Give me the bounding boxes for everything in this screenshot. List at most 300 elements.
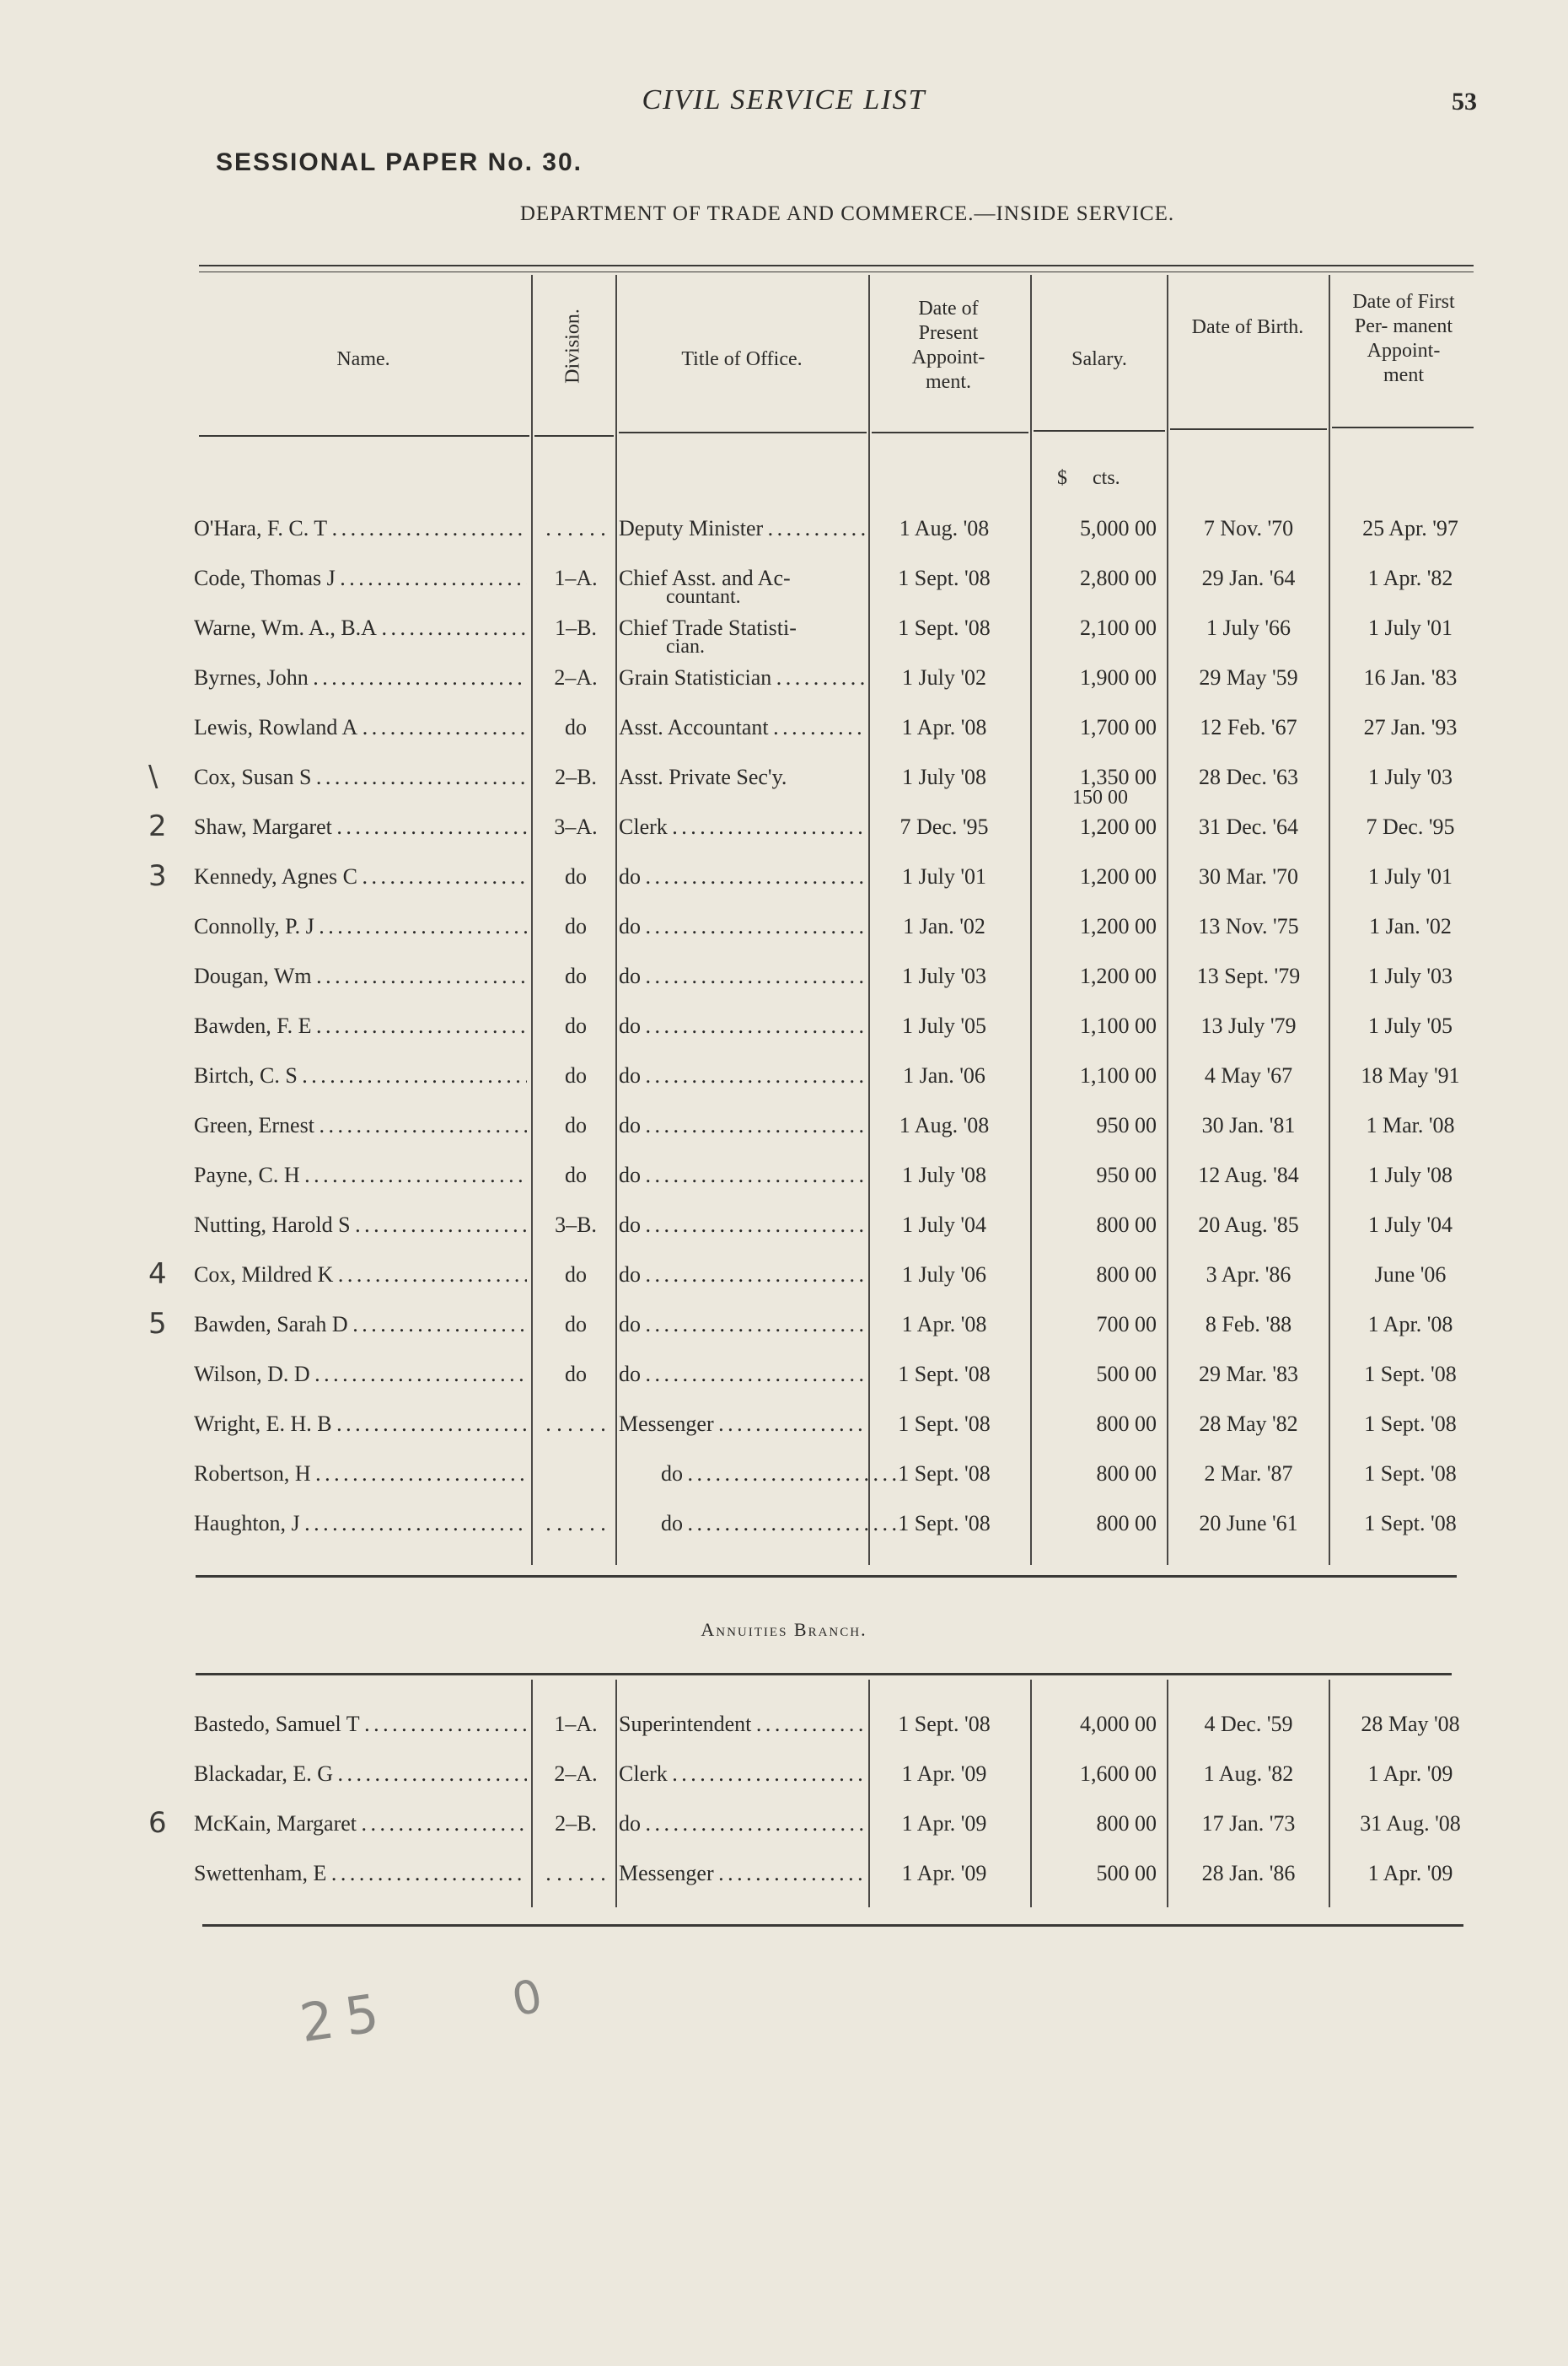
title-of-office-text: Superintendent [619,1712,752,1736]
title-of-office [619,1461,907,1487]
salary: 800 00 [1096,1511,1157,1535]
date-of-birth: 28 May '82 [1199,1412,1298,1436]
division: 1–A. [554,1712,598,1736]
division: do [565,1113,587,1137]
employee-name [194,1461,527,1487]
leader-dots [641,1063,865,1088]
header-bottom-rule [199,435,529,437]
date-of-birth: 12 Feb. '67 [1200,715,1297,739]
header-salary: Salary. [1071,348,1127,370]
header-date-of-birth: Date of Birth. [1191,316,1304,338]
title-of-office [619,1811,865,1836]
table-row [0,1761,1568,1795]
table-row [0,1063,1568,1097]
title-of-office-text: do [619,1262,641,1287]
employee-name-text: Haughton, J [194,1511,300,1535]
margin-mark: 6 [148,1806,167,1840]
title-of-office [619,765,865,790]
table-row [0,760,1568,809]
title-of-office [619,914,865,939]
leader-dots [668,1761,865,1786]
employee-name-text: McKain, Margaret [194,1811,357,1836]
date-first-permanent-appointment: June '06 [1374,1262,1447,1287]
date-of-birth: 30 Mar. '70 [1198,864,1299,889]
employee-name [194,1262,527,1288]
title-of-office [619,1861,865,1886]
margin-mark: \ [148,760,158,793]
date-present-appointment: 1 July '01 [901,864,987,889]
leader-dots [641,1362,865,1386]
leader-dots [332,1412,527,1436]
date-present-appointment: 1 July '02 [901,665,987,690]
leader-dots [357,864,527,889]
employee-name [194,914,527,939]
table-row [0,1213,1568,1246]
table-row [0,566,1568,608]
employee-name-text: Green, Ernest [194,1113,314,1137]
employee-name-text: Robertson, H [194,1461,311,1486]
employee-name [194,765,527,790]
date-present-appointment: 1 July '04 [901,1213,987,1237]
date-present-appointment: 1 Apr. '08 [901,1312,987,1336]
salary: 1,200 00 [1080,815,1157,839]
date-present-appointment: 1 Sept. '08 [898,1362,991,1386]
division: do [565,864,587,889]
header-bottom-rule [534,435,614,437]
title-of-office [619,1213,865,1238]
page-number: 53 [1452,88,1477,116]
division: 2–B. [555,1811,597,1836]
salary: 1,200 00 [1080,914,1157,938]
leader-dots [641,864,865,889]
header-bottom-rule [872,432,1028,433]
salary: 1,600 00 [1080,1761,1157,1786]
date-first-permanent-appointment: 1 July '03 [1367,964,1453,988]
leader-dots [357,1811,527,1836]
title-of-office [619,1063,865,1089]
table-row [0,809,1568,848]
leader-dots [641,1262,865,1287]
date-of-birth: 2 Mar. '87 [1204,1461,1293,1486]
employee-name-text: Bawden, F. E [194,1014,312,1038]
title-of-office-text: do [619,1113,641,1137]
date-first-permanent-appointment: 16 Jan. '83 [1363,665,1458,690]
division: do [565,1163,587,1187]
division: do [565,1362,587,1386]
title-of-office [619,1712,865,1737]
employee-name [194,616,527,641]
division: . . . . . . [545,516,606,540]
date-first-permanent-appointment: 1 July '04 [1367,1213,1453,1237]
title-of-office [619,1362,865,1387]
employee-name-text: O'Hara, F. C. T [194,516,328,540]
title-of-office-text: do [619,964,641,988]
table-row [0,665,1568,699]
title-of-office-text: Chief Trade Statisti- [619,616,797,640]
division: do [565,1262,587,1287]
salary: 2,100 00 [1080,616,1157,640]
division: do [565,1063,587,1088]
leader-dots [763,516,865,540]
date-of-birth: 29 Mar. '83 [1198,1362,1299,1386]
leader-dots [714,1861,865,1885]
date-first-permanent-appointment: 1 Sept. '08 [1364,1511,1457,1535]
date-of-birth: 29 Jan. '64 [1201,566,1296,590]
employee-name-text: Shaw, Margaret [194,815,332,839]
leader-dots [310,1362,527,1386]
table-row [0,1014,1568,1047]
employee-name-text: Code, Thomas J [194,566,336,590]
leader-dots [769,715,865,739]
salary: 500 00 [1096,1861,1157,1885]
leader-dots [311,1014,527,1038]
table-row [0,1362,1568,1395]
date-present-appointment: 1 Apr. '09 [901,1761,987,1786]
header-bottom-rule [1034,430,1165,432]
leader-dots [327,516,527,540]
employee-name-text: Swettenham, E [194,1861,327,1885]
date-of-birth: 8 Feb. '88 [1205,1312,1292,1336]
salary: 2,800 00 [1080,566,1157,590]
date-first-permanent-appointment: 1 Apr. '82 [1367,566,1453,590]
date-present-appointment: 1 July '08 [901,1163,987,1187]
employee-name [194,964,527,989]
title-of-office [619,516,865,541]
employee-name [194,1163,527,1188]
title-of-office-text: do [619,1362,641,1386]
employee-name [194,1861,527,1886]
salary: 4,000 00 [1080,1712,1157,1736]
employee-name [194,1063,527,1089]
division: 3–A. [554,815,598,839]
table-row [0,859,1568,898]
leader-dots [357,715,527,739]
header-title-of-office: Title of Office. [681,348,803,370]
date-first-permanent-appointment: 1 Apr. '09 [1367,1861,1453,1885]
date-present-appointment: 1 Apr. '09 [901,1811,987,1836]
leader-dots [751,1712,865,1736]
date-first-permanent-appointment: 18 May '91 [1361,1063,1460,1088]
date-present-appointment: 1 Sept. '08 [898,1511,991,1535]
division: do [565,964,587,988]
salary: 700 00 [1096,1312,1157,1336]
table-bottom-rule [196,1575,1457,1578]
date-of-birth: 7 Nov. '70 [1203,516,1294,540]
division: 2–B. [555,765,597,789]
table-row [0,1412,1568,1445]
date-of-birth: 20 Aug. '85 [1198,1213,1299,1237]
title-of-office-text: Clerk [619,1761,668,1786]
employee-name [194,864,527,890]
table-row [0,914,1568,948]
date-present-appointment: 1 Sept. '08 [898,566,991,590]
salary: 1,200 00 [1080,964,1157,988]
division: do [565,1014,587,1038]
date-present-appointment: 1 Sept. '08 [898,1461,991,1486]
table-row [0,1257,1568,1296]
title-of-office-text: Clerk [619,815,668,839]
leader-dots [641,1014,865,1038]
date-present-appointment: 1 Sept. '08 [898,1412,991,1436]
leader-dots [641,1811,865,1836]
date-of-birth: 31 Dec. '64 [1198,815,1299,839]
date-of-birth: 13 July '79 [1200,1014,1297,1038]
header-name: Name. [336,348,390,370]
date-first-permanent-appointment: 27 Jan. '93 [1363,715,1458,739]
leader-dots [377,616,527,640]
date-of-birth: 4 Dec. '59 [1204,1712,1293,1736]
leader-dots [300,1163,527,1187]
leader-dots [300,1511,527,1535]
date-of-birth: 20 June '61 [1199,1511,1298,1535]
employee-name-text: Byrnes, John [194,665,309,690]
date-of-birth: 13 Nov. '75 [1198,914,1299,938]
title-of-office-text: do [619,864,641,889]
salary: 5,000 00 [1080,516,1157,540]
table-row [0,1113,1568,1147]
running-head: CIVIL SERVICE LIST [642,84,926,116]
date-of-birth: 28 Dec. '63 [1198,765,1299,789]
salary: 800 00 [1096,1213,1157,1237]
employee-name-text: Payne, C. H [194,1163,300,1187]
employee-name-text: Bawden, Sarah D [194,1312,348,1336]
salary: 800 00 [1096,1412,1157,1436]
employee-name-text: Birtch, C. S [194,1063,298,1088]
employee-name-text: Kennedy, Agnes C [194,864,358,889]
table-row [0,1511,1568,1545]
date-first-permanent-appointment: 1 July '08 [1367,1163,1453,1187]
employee-name [194,1511,527,1536]
leader-dots [668,815,865,839]
date-first-permanent-appointment: 31 Aug. '08 [1360,1811,1461,1836]
department-title [0,202,1568,226]
table-row [0,1712,1568,1745]
leader-dots [314,1113,527,1137]
leader-dots [311,1461,527,1486]
division: do [565,1312,587,1336]
leader-dots [312,964,527,988]
table-row [0,1307,1568,1346]
department-title-text: DEPARTMENT OF TRADE AND COMMERCE.—INSIDE SERVICE. [519,202,1175,225]
title-of-office-text: do [661,1461,683,1486]
title-of-office [619,964,865,989]
leader-dots [314,914,527,938]
division: . . . . . . [545,1861,606,1885]
date-first-permanent-appointment: 1 Sept. '08 [1364,1362,1457,1386]
employee-name [194,1213,527,1238]
title-of-office [619,1312,865,1337]
title-of-office-text: do [661,1511,683,1535]
employee-name-text: Warne, Wm. A., B.A [194,616,377,640]
salary: 1,100 00 [1080,1063,1157,1088]
date-present-appointment: 1 Sept. '08 [898,616,991,640]
employee-name-text: Wilson, D. D [194,1362,310,1386]
title-of-office [619,566,865,591]
salary: 1,350 00 [1080,765,1157,789]
division: do [565,715,587,739]
date-first-permanent-appointment: 1 Apr. '09 [1367,1761,1453,1786]
title-of-office-continued: countant. [666,586,741,608]
date-present-appointment: 1 Apr. '09 [901,1861,987,1885]
employee-name-text: Bastedo, Samuel T [194,1712,360,1736]
date-of-birth: 28 Jan. '86 [1201,1861,1296,1885]
annuities-bottom-rule [202,1924,1463,1927]
employee-name [194,1014,527,1039]
date-of-birth: 30 Jan. '81 [1201,1113,1296,1137]
date-first-permanent-appointment: 1 July '03 [1367,765,1453,789]
table-top-rule [199,265,1474,266]
salary: 1,900 00 [1080,665,1157,690]
date-of-birth: 13 Sept. '79 [1196,964,1301,988]
table-row [0,616,1568,658]
leader-dots [714,1412,865,1436]
header-division: Division. [561,309,584,384]
margin-mark: 2 [148,809,167,843]
salary: 1,200 00 [1080,864,1157,889]
annuities-top-rule [196,1673,1452,1675]
leader-dots [309,665,527,690]
employee-name [194,1761,527,1787]
title-of-office-text: do [619,1811,641,1836]
employee-name-text: Blackadar, E. G [194,1761,334,1786]
date-first-permanent-appointment: 28 May '08 [1361,1712,1460,1736]
date-first-permanent-appointment: 1 July '01 [1367,864,1453,889]
margin-mark: 5 [148,1307,167,1341]
header-bottom-rule [1332,427,1474,428]
header-date-first-permanent: Date of First Per- manent Appoint- ment [1352,291,1455,386]
leader-dots [641,1163,865,1187]
title-of-office [619,1262,865,1288]
title-of-office [619,1014,865,1039]
salary: 950 00 [1096,1113,1157,1137]
table-row [0,1806,1568,1845]
title-of-office [619,1511,907,1536]
table-row [0,964,1568,997]
leader-dots [326,1861,527,1885]
title-of-office-text: do [619,914,641,938]
salary: 950 00 [1096,1163,1157,1187]
pencil-note-circle: 0 [507,1969,547,2027]
title-of-office-text: Messenger [619,1412,714,1436]
date-first-permanent-appointment: 1 Sept. '08 [1364,1412,1457,1436]
leader-dots [641,1113,865,1137]
leader-dots [336,566,527,590]
leader-dots [333,1761,527,1786]
annuities-branch-title: Annuities Branch. [701,1619,867,1640]
title-of-office-text: do [619,1014,641,1038]
header-bottom-rule [619,432,867,433]
title-of-office [619,715,865,740]
date-first-permanent-appointment: 7 Dec. '95 [1366,815,1455,839]
date-of-birth: 1 Aug. '82 [1203,1761,1294,1786]
date-present-appointment: 1 July '05 [901,1014,987,1038]
table-row [0,1461,1568,1495]
title-of-office [619,1761,865,1787]
date-present-appointment: 1 July '03 [901,964,987,988]
leader-dots [348,1312,527,1336]
date-of-birth: 17 Jan. '73 [1201,1811,1296,1836]
date-first-permanent-appointment: 1 Sept. '08 [1364,1461,1457,1486]
date-present-appointment: 1 Jan. '02 [903,914,985,938]
division: 3–B. [555,1213,597,1237]
leader-dots [641,1213,865,1237]
salary: 1,100 00 [1080,1014,1157,1038]
title-of-office-text: Grain Statistician [619,665,772,690]
employee-name-text: Dougan, Wm [194,964,312,988]
salary: 800 00 [1096,1811,1157,1836]
title-of-office-text: Asst. Private Sec'y. [619,765,787,789]
division: 2–A. [554,1761,598,1786]
leader-dots [360,1712,527,1736]
header-bottom-rule [1170,428,1327,430]
employee-name-text: Connolly, P. J [194,914,314,938]
table-row [0,1163,1568,1196]
date-present-appointment: 1 July '06 [901,1262,987,1287]
division: . . . . . . [545,1412,606,1436]
salary-additional: 150 00 [1072,787,1128,809]
table-row [0,715,1568,749]
date-of-birth: 29 May '59 [1199,665,1298,690]
date-present-appointment: 1 Aug. '08 [899,1113,990,1137]
date-of-birth: 3 Apr. '86 [1206,1262,1291,1287]
table-row [0,1861,1568,1895]
date-of-birth: 12 Aug. '84 [1198,1163,1299,1187]
date-present-appointment: 1 Jan. '06 [903,1063,985,1088]
division: 1–A. [554,566,598,590]
salary: 1,700 00 [1080,715,1157,739]
title-of-office-continued: cian. [666,636,705,658]
leader-dots [641,964,865,988]
division: 1–B. [555,616,597,640]
employee-name [194,1362,527,1387]
employee-name-text: Cox, Susan S [194,765,312,789]
sessional-paper-label: SESSIONAL PAPER No. 30. [216,148,583,176]
division: do [565,914,587,938]
employee-name [194,665,527,691]
title-of-office [619,665,865,691]
employee-name [194,1113,527,1138]
leader-dots [771,665,865,690]
date-first-permanent-appointment: 1 July '05 [1367,1014,1453,1038]
title-of-office-text: do [619,1163,641,1187]
title-of-office-text: do [619,1063,641,1088]
leader-dots [332,815,527,839]
title-of-office-text: do [619,1213,641,1237]
employee-name [194,566,527,591]
date-first-permanent-appointment: 25 Apr. '97 [1362,516,1458,540]
header-date-present-appointment: Date of Present Appoint- ment. [911,298,985,393]
salary: 800 00 [1096,1461,1157,1486]
title-of-office-text: Deputy Minister [619,516,764,540]
salary: 800 00 [1096,1262,1157,1287]
employee-name-text: Wright, E. H. B [194,1412,332,1436]
title-of-office-text: Asst. Accountant [619,715,769,739]
date-present-appointment: 1 July '08 [901,765,987,789]
margin-mark: 3 [148,859,167,893]
leader-dots [351,1213,527,1237]
title-of-office-text: Messenger [619,1861,714,1885]
employee-name-text: Cox, Mildred K [194,1262,334,1287]
date-first-permanent-appointment: 1 Apr. '08 [1367,1312,1453,1336]
employee-name [194,715,527,740]
title-of-office-text: Chief Asst. and Ac- [619,566,791,590]
salary: 500 00 [1096,1362,1157,1386]
division: 2–A. [554,665,598,690]
title-of-office [619,864,865,890]
employee-name [194,516,527,541]
leader-dots [333,1262,527,1287]
pencil-note-number: 25 [296,1980,395,2055]
